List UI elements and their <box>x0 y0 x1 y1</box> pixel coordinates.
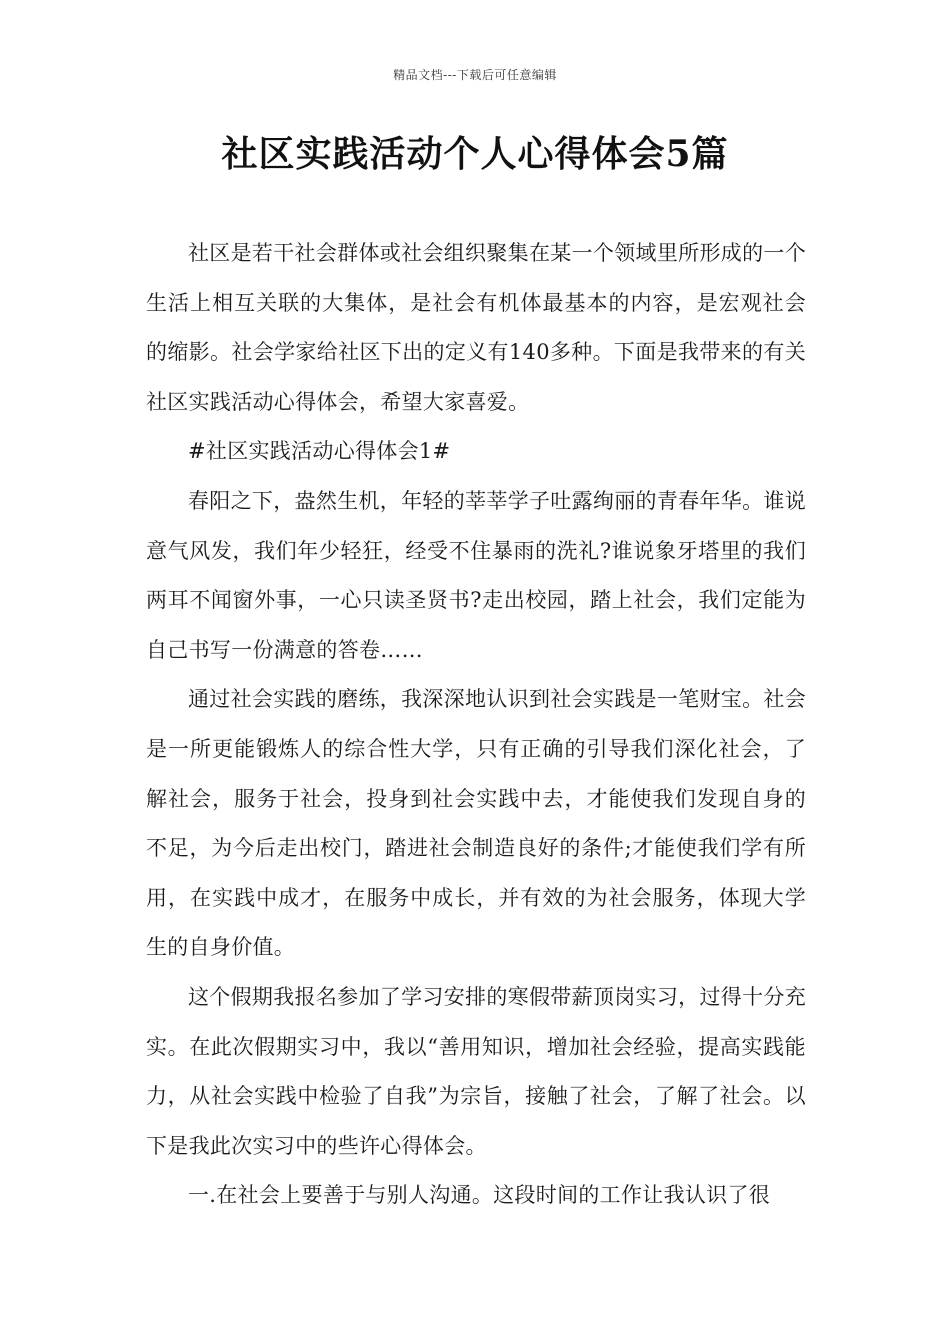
paragraph-practice: 通过社会实践的磨练，我深深地认识到社会实践是一笔财宝。社会是一所更能锻炼人的综合性大学，只有正确的引导我们深化社会，了解社会，服务于社会，投身到社会实践中去，才能使我们发现自身的不足，为今后走出校门，踏进社会制造良好的条件;才能使我们学有所用，在实践中成才，在服务中成长，并有效的为社会服务，体现大学生的自身价值。 <box>146 687 806 960</box>
section-heading-1: #社区实践活动心得体会1# <box>188 439 451 464</box>
paragraph-intro: 社区是若干社会群体或社会组织聚集在某一个领域里所形成的一个生活上相互关联的大集体，是社会有机体最基本的内容，是宏观社会的缩影。社会学家给社区下出的定义有140多种。下面是我带来的有关社区实践活动心得体会，希望大家喜爱。 <box>146 241 806 414</box>
document-body <box>146 229 806 1221</box>
paragraph-internship: 这个假期我报名参加了学习安排的寒假带薪顶岗实习，过得十分充实。在此次假期实习中，我以“善用知识，增加社会经验，提高实践能力，从社会实践中检验了自我”为宗旨，接触了社会，了解了社会。以下是我此次实习中的些许心得体会。 <box>146 984 806 1158</box>
page-title: 社区实践活动个人心得体会5篇 <box>221 133 729 175</box>
header-note: 精品文档---下载后可任意编辑 <box>393 68 557 82</box>
paragraph-communication: 一.在社会上要善于与别人沟通。这段时间的工作让我认识了很 <box>188 1183 771 1208</box>
paragraph-spring: 春阳之下，盎然生机，年轻的莘莘学子吐露绚丽的青春年华。谁说意气风发，我们年少轻狂，经受不住暴雨的洗礼?谁说象牙塔里的我们两耳不闻窗外事，一心只读圣贤书?走出校园，踏上社会，我们定能为自己书写一份满意的答卷…… <box>146 488 806 662</box>
